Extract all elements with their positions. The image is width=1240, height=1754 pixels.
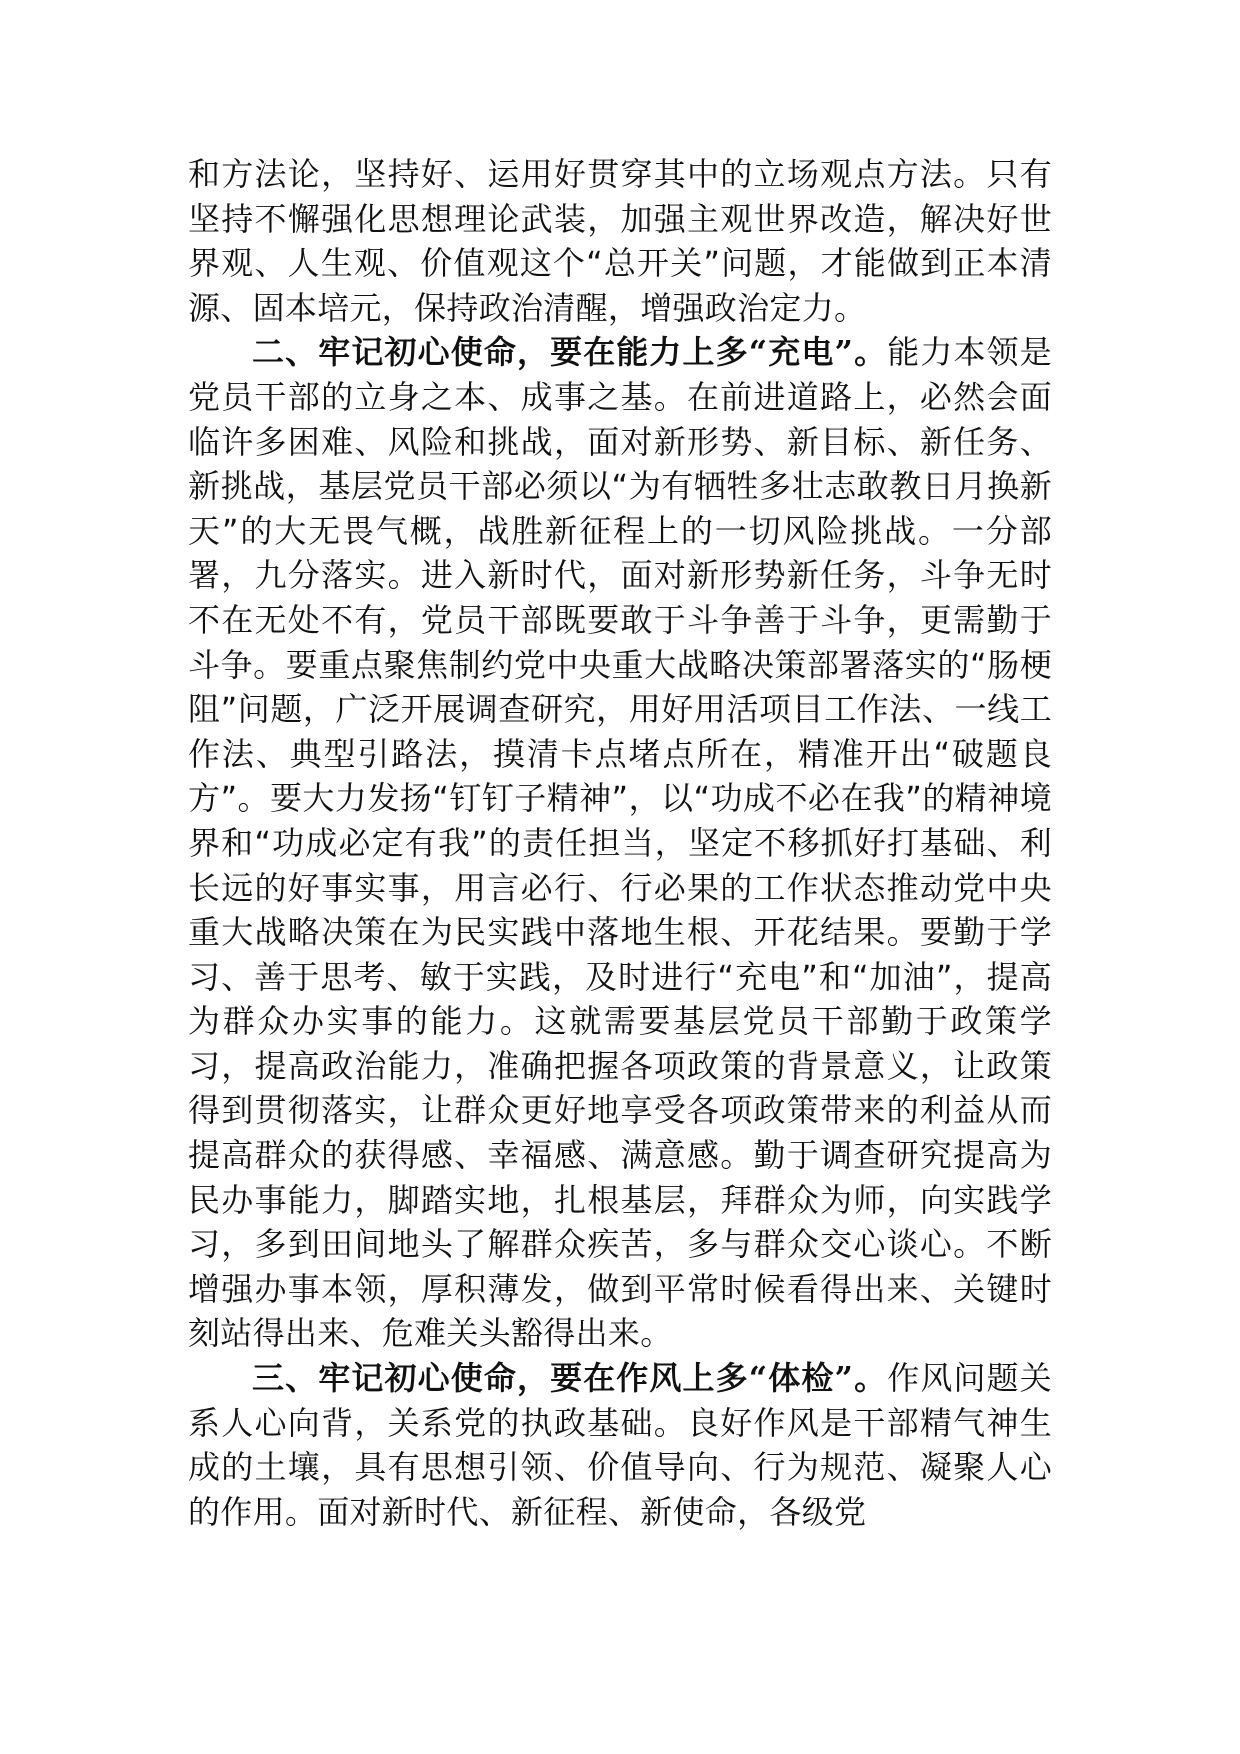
section-three-heading: 三、牢记初心使命，要在作风上多“体检”。 bbox=[252, 1359, 888, 1398]
section-two-heading: 二、牢记初心使命，要在能力上多“充电”。 bbox=[252, 333, 888, 372]
paragraph-text: 和方法论，坚持好、运用好贯穿其中的立场观点方法。只有坚持不懈强化思想理论武装，加强主观世界改造，解决好世界观、人生观、价值观这个“总开关”问题，才能做到正本清源、固本培元，保持政治清醒，增强政治定力。 bbox=[188, 155, 1052, 327]
paragraph-section-two bbox=[188, 330, 1052, 1356]
paragraph-text: 能力本领是党员干部的立身之本、成事之基。在前进道路上，必然会面临许多困难、风险和挑战，面对新形势、新目标、新任务、新挑战，基层党员干部必须以“为有牺牲多壮志敢教日月换新天”的大无畏气概，战胜新征程上的一切风险挑战。一分部署，九分落实。进入新时代，面对新形势新任务，斗争无时不在无处不有，党员干部既要敢于斗争善于斗争，更需勤于斗争。要重点聚焦制约党中央重大战略决策部署落实的“肠梗阻”问题，广泛开展调查研究，用好用活项目工作法、一线工作法、典型引路法，摸清卡点堵点所在，精准开出“破题良方”。要大力发扬“钉钉子精神”，以“功成不必在我”的精神境界和“功成必定有我”的责任担当，坚定不移抓好打基础、利长远的好事实事，用言必行、行必果的工作状态推动党中央重大战略决策在为民实践中落地生根、开花结果。要勤于学习、善于思考、敏于实践，及时进行“充电”和“加油”，提高为群众办实事的能力。这就需要基层党员干部勤于政策学习，提高政治能力，准确把握各项政策的背景意义，让政策得到贯彻落实，让群众更好地享受各项政策带来的利益从而提高群众的获得感、幸福感、满意感。勤于调查研究提高为民办事能力，脚踏实地，扎根基层，拜群众为师，向实践学习，多到田间地头了解群众疾苦，多与群众交心谈心。不断增强办事本领，厚积薄发，做到平常时候看得出来、关键时刻站得出来、危难关头豁得出来。 bbox=[188, 333, 1052, 1353]
paragraph-continuation bbox=[188, 152, 1052, 330]
paragraph-section-three bbox=[188, 1356, 1052, 1534]
document-body bbox=[188, 152, 1052, 1534]
paragraph-text: 作风问题关系人心向背，关系党的执政基础。良好作风是干部精气神生成的土壤，具有思想引领、价值导向、行为规范、凝聚人心的作用。面对新时代、新征程、新使命，各级党 bbox=[188, 1359, 1052, 1531]
